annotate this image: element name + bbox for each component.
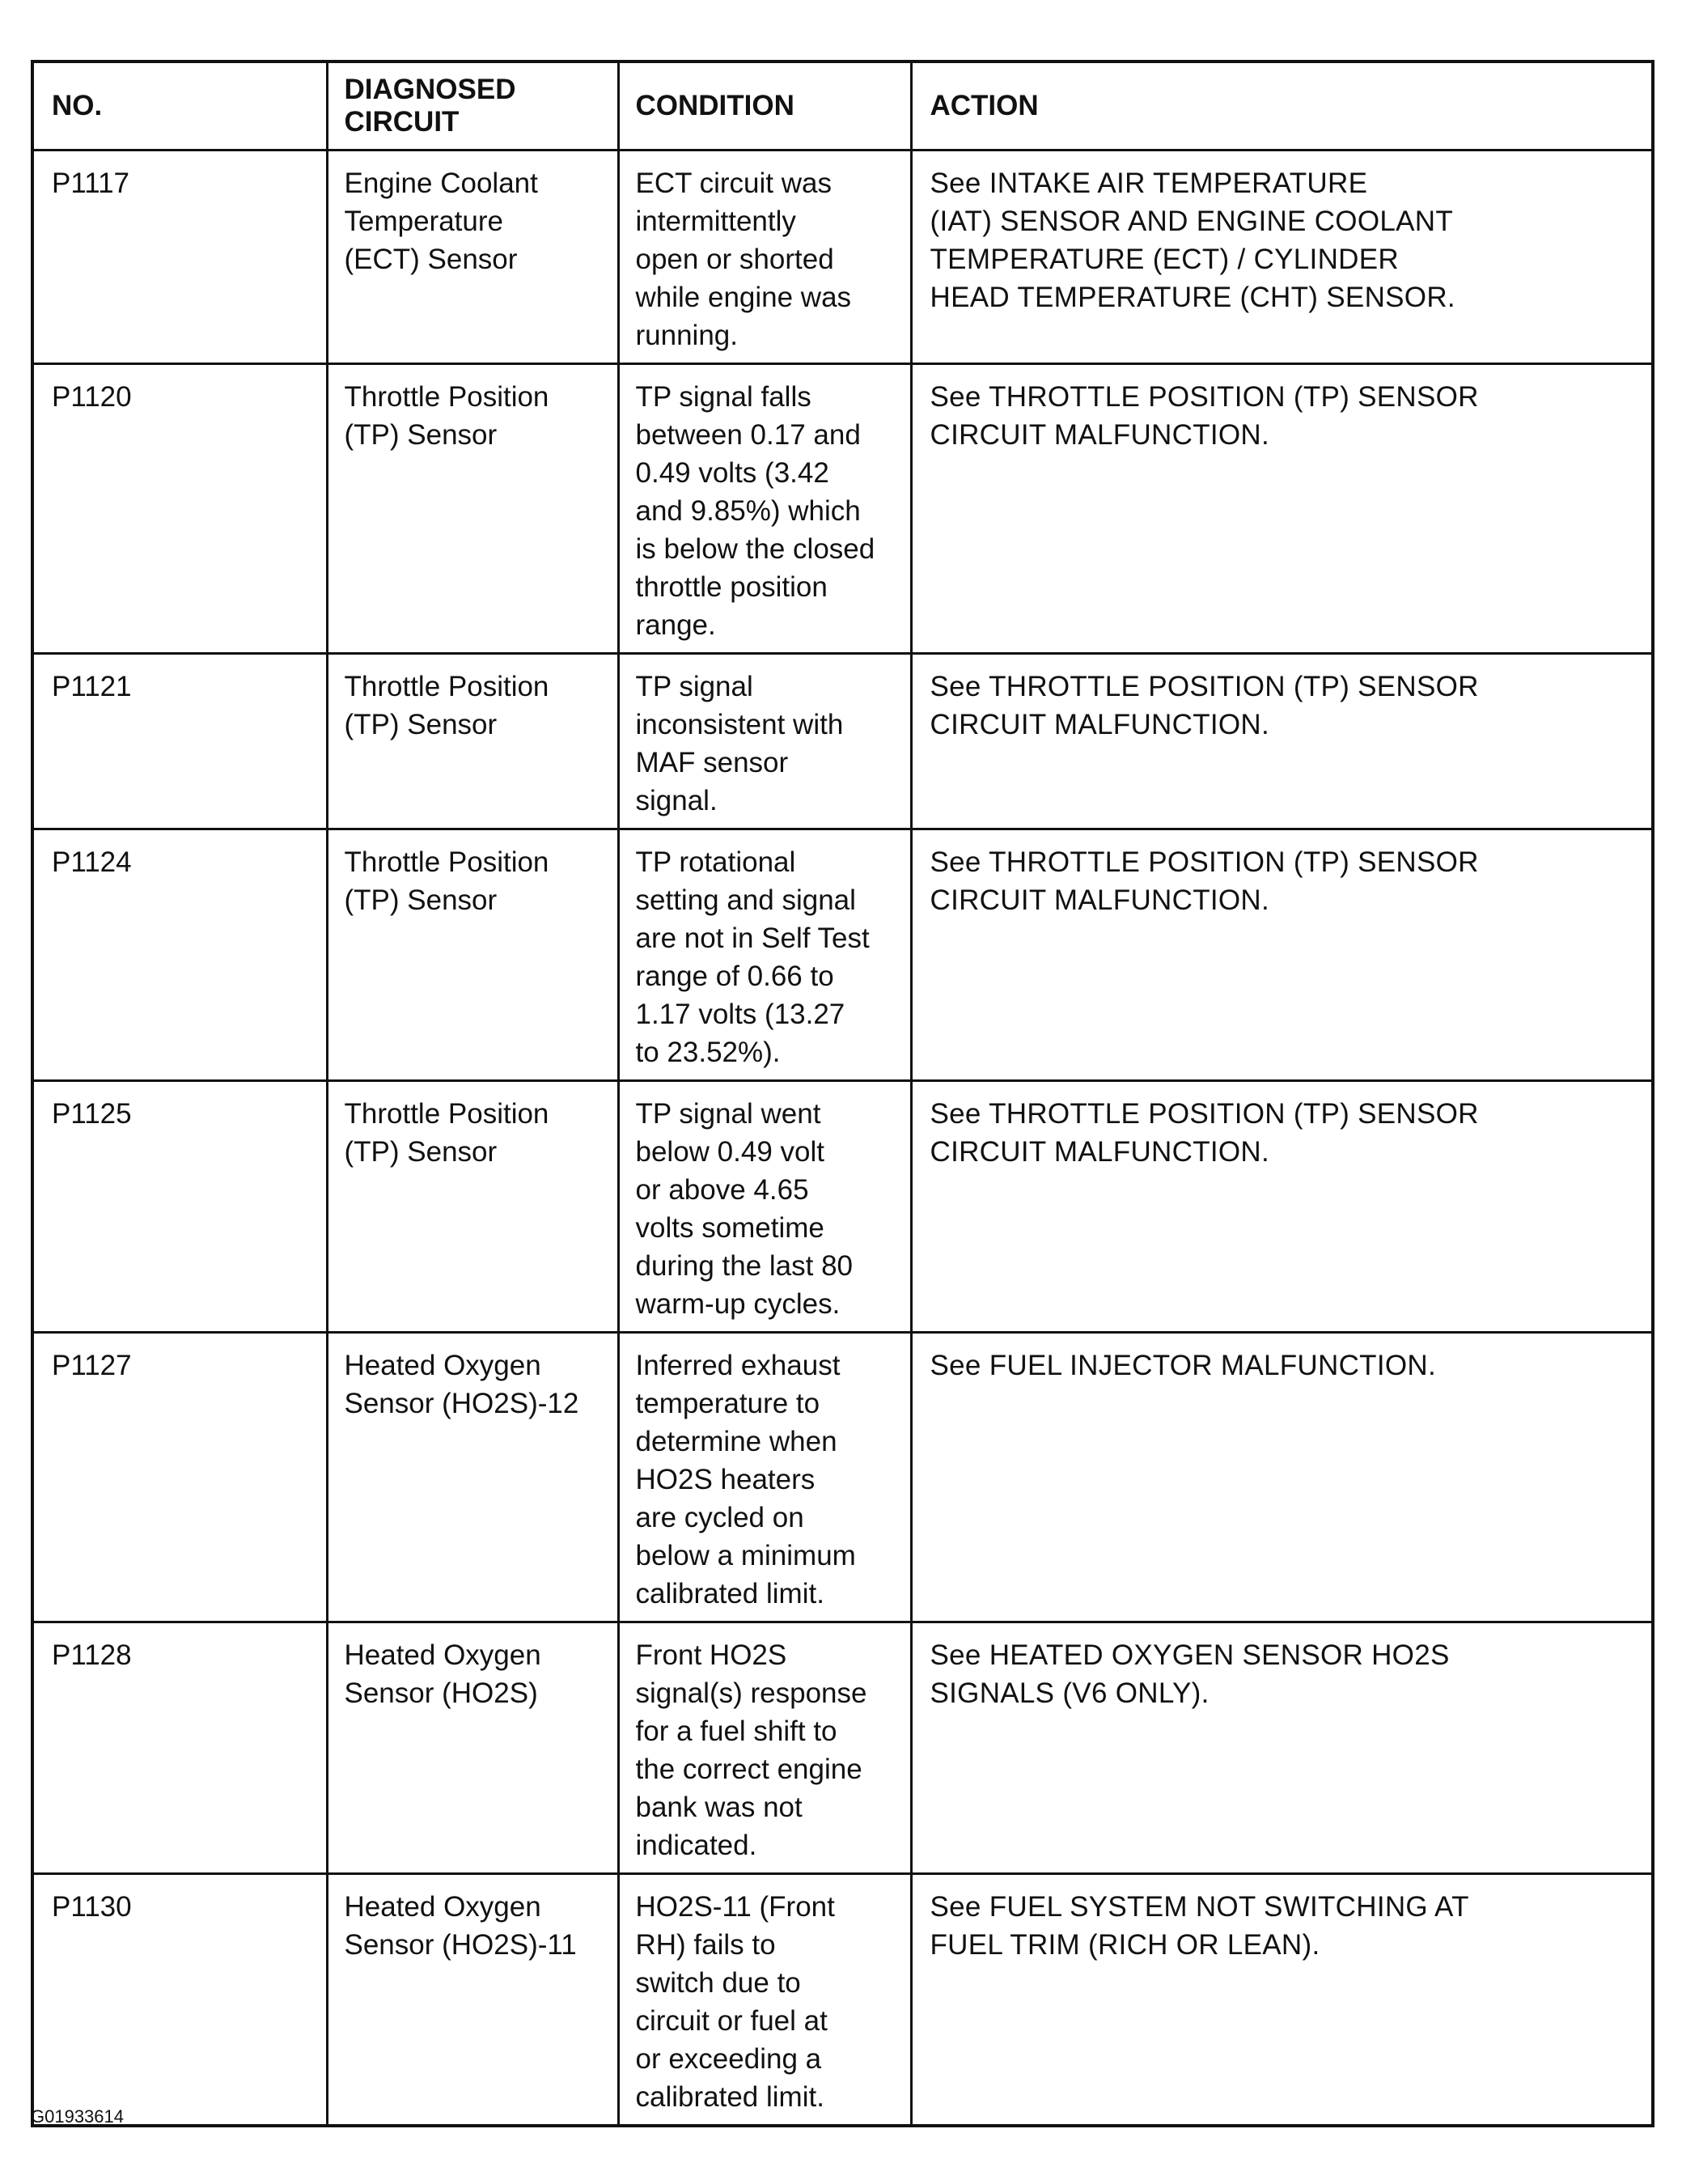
header-diagnosed-circuit: DIAGNOSED CIRCUIT — [327, 61, 618, 151]
cell-condition: TP rotational setting and signal are not in Self Test range of 0.66 to 1.17 volts (13.27 to 23.52%). — [618, 829, 911, 1081]
cell-circuit: Heated Oxygen Sensor (HO2S)-12 — [327, 1333, 618, 1622]
cell-action: See FUEL INJECTOR MALFUNCTION. — [911, 1333, 1653, 1622]
cell-code: P1124 — [32, 829, 327, 1081]
cell-condition: HO2S-11 (Front RH) fails to switch due to circuit or fuel at or exceeding a calibrated limit. — [618, 1874, 911, 2127]
table-row — [32, 654, 1653, 829]
cell-circuit: Throttle Position (TP) Sensor — [327, 829, 618, 1081]
cell-action: See HEATED OXYGEN SENSOR HO2S SIGNALS (V6 ONLY). — [911, 1622, 1653, 1874]
cell-action: See INTAKE AIR TEMPERATURE (IAT) SENSOR AND ENGINE COOLANT TEMPERATURE (ECT) / CYLINDER HEAD TEMPERATURE (CHT) SENSOR. — [911, 151, 1653, 364]
cell-circuit: Engine Coolant Temperature (ECT) Sensor — [327, 151, 618, 364]
cell-action: See THROTTLE POSITION (TP) SENSOR CIRCUIT MALFUNCTION. — [911, 829, 1653, 1081]
header-condition: CONDITION — [618, 61, 911, 151]
table-row — [32, 364, 1653, 654]
table-body — [32, 151, 1653, 2127]
cell-condition: Inferred exhaust temperature to determine when HO2S heaters are cycled on below a minimum calibrated limit. — [618, 1333, 911, 1622]
cell-condition: ECT circuit was intermittently open or shorted while engine was running. — [618, 151, 911, 364]
table-header — [32, 61, 1653, 151]
table-row — [32, 1874, 1653, 2127]
cell-condition: TP signal falls between 0.17 and 0.49 volts (3.42 and 9.85%) which is below the closed throttle position range. — [618, 364, 911, 654]
header-row — [32, 61, 1653, 151]
cell-circuit: Throttle Position (TP) Sensor — [327, 364, 618, 654]
cell-code: P1120 — [32, 364, 327, 654]
dtc-table — [31, 60, 1654, 2127]
cell-action: See THROTTLE POSITION (TP) SENSOR CIRCUIT MALFUNCTION. — [911, 1081, 1653, 1333]
cell-circuit: Throttle Position (TP) Sensor — [327, 654, 618, 829]
figure-id: G01933614 — [31, 2106, 124, 2127]
cell-code: P1128 — [32, 1622, 327, 1874]
header-action: ACTION — [911, 61, 1653, 151]
cell-condition: TP signal went below 0.49 volt or above 4.65 volts sometime during the last 80 warm-up cycles. — [618, 1081, 911, 1333]
cell-code: P1117 — [32, 151, 327, 364]
cell-action: See THROTTLE POSITION (TP) SENSOR CIRCUIT MALFUNCTION. — [911, 364, 1653, 654]
header-no: NO. — [32, 61, 327, 151]
cell-code: P1130 — [32, 1874, 327, 2127]
cell-code: P1127 — [32, 1333, 327, 1622]
cell-circuit: Heated Oxygen Sensor (HO2S)-11 — [327, 1874, 618, 2127]
cell-action: See FUEL SYSTEM NOT SWITCHING AT FUEL TRIM (RICH OR LEAN). — [911, 1874, 1653, 2127]
cell-condition: Front HO2S signal(s) response for a fuel shift to the correct engine bank was not indicated. — [618, 1622, 911, 1874]
cell-condition: TP signal inconsistent with MAF sensor signal. — [618, 654, 911, 829]
cell-circuit: Heated Oxygen Sensor (HO2S) — [327, 1622, 618, 1874]
cell-code: P1121 — [32, 654, 327, 829]
cell-code: P1125 — [32, 1081, 327, 1333]
table-row — [32, 1333, 1653, 1622]
cell-circuit: Throttle Position (TP) Sensor — [327, 1081, 618, 1333]
cell-action: See THROTTLE POSITION (TP) SENSOR CIRCUIT MALFUNCTION. — [911, 654, 1653, 829]
table-row — [32, 829, 1653, 1081]
table-row — [32, 1622, 1653, 1874]
table-row — [32, 151, 1653, 364]
table-row — [32, 1081, 1653, 1333]
